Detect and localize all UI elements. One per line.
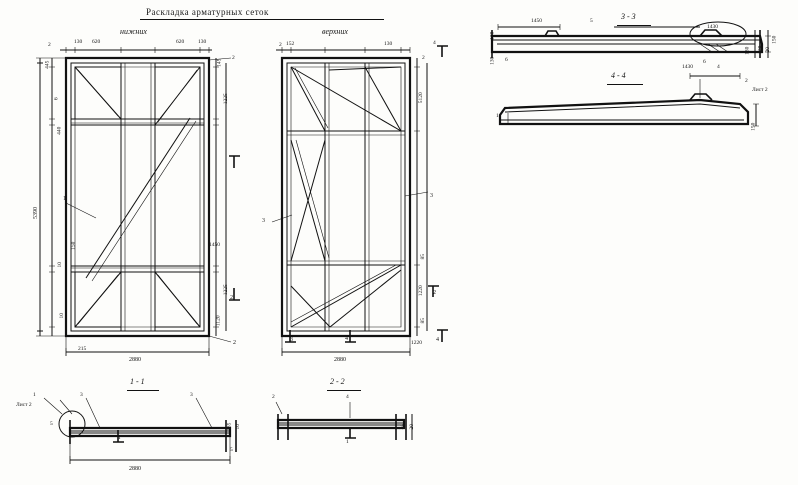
upper-top-dim-1: 152 xyxy=(286,41,295,47)
sec33-left-90b: 130 xyxy=(489,56,496,65)
sec44-dim-2: 150 xyxy=(750,122,757,131)
sec33-dim-2: 1430 xyxy=(707,24,718,30)
drawing-title: Раскладка арматурных сеток xyxy=(146,7,269,17)
upper-top-dim-2: 130 xyxy=(384,41,393,47)
upper-mark-3-right: 3 xyxy=(430,193,433,199)
section-1-1-label: 1 - 1 xyxy=(130,377,145,386)
upper-right-dim-1: 5120 xyxy=(417,92,424,104)
lower-corner-note: 215 xyxy=(78,346,87,352)
sec11-mark-3a: 3 xyxy=(80,392,83,398)
lower-top-dim-1: 130 xyxy=(74,39,83,45)
sec33-mark-6: 6 xyxy=(505,57,508,63)
section-3-3-label: 3 - 3 xyxy=(621,12,636,21)
section-4-4-label: 4 - 4 xyxy=(611,71,626,80)
sec33-dim-0: 1450 xyxy=(531,18,542,24)
sec33-dim-5: 130 xyxy=(744,46,751,55)
upper-mark-4-bottom: 4 xyxy=(345,336,348,342)
sec33-dim-4: 120 xyxy=(757,45,764,54)
lower-left-dim-5: 10 xyxy=(59,313,65,319)
sec11-dim-1: 10 xyxy=(235,424,241,430)
upper-right-dim-4: 85 xyxy=(420,318,426,324)
sec22-dim-0: 24 xyxy=(399,424,405,430)
sec11-mark-5a: 5 xyxy=(50,421,53,427)
upper-width-dim: 2880 xyxy=(334,357,346,363)
lower-height-dim: 5390 xyxy=(33,207,39,219)
lower-right-dim-2: 1225 xyxy=(222,93,229,105)
sec33-left-90: 130 xyxy=(489,31,496,40)
lower-left-dim-1: 6 xyxy=(53,97,60,101)
section-2-2-label: 2 - 2 xyxy=(330,377,345,386)
sec33-dim-3: 150 xyxy=(771,35,778,44)
sec44-mark-1: 1 xyxy=(496,113,499,119)
sec22-mark-1: 1 xyxy=(346,439,349,445)
section-1-1-underline xyxy=(127,390,159,391)
sec11-note: Лист 2 xyxy=(16,402,32,408)
sec44-dim-0: 1430 xyxy=(682,64,693,70)
lower-right-dim-3: 1450 xyxy=(209,242,220,248)
lower-top-dim-3: 620 xyxy=(176,39,185,45)
upper-section-2-marker: 2 xyxy=(433,290,436,296)
lower-right-dim-0: 145 xyxy=(216,58,223,67)
section-4-4-underline xyxy=(607,84,643,85)
sec22-mark-4: 4 xyxy=(346,394,349,400)
lower-mark-2-top: 2 xyxy=(232,55,235,61)
upper-top-dim-0: 2 xyxy=(279,42,282,48)
upper-right-dim-2: 85 xyxy=(420,254,426,260)
lower-left-dim-2: 440 xyxy=(56,126,63,135)
upper-mesh-caption: верхних xyxy=(322,27,348,36)
sec11-mark-1: 1 xyxy=(33,392,36,398)
upper-mark-4-top: 4 xyxy=(433,40,436,46)
lower-left-dim-4: 10 xyxy=(57,262,63,268)
sec11-mark-1b: 1 xyxy=(118,435,121,441)
upper-mark-3-bottom: 3 xyxy=(290,337,293,343)
upper-bottom-note: 1220 xyxy=(411,340,422,346)
lower-left-dim-3: 150 xyxy=(70,241,77,250)
lower-mark-2-bottom: 2 xyxy=(233,340,236,346)
sec33-mark-5: 5 xyxy=(590,18,593,24)
upper-right-dim-3: 1220 xyxy=(417,285,424,297)
title-underline xyxy=(140,19,384,20)
sec22-mark-2: 2 xyxy=(272,394,275,400)
lower-width-dim: 2880 xyxy=(129,357,141,363)
sec33-dim-6: 20 xyxy=(765,47,771,53)
sec11-width-dim: 2880 xyxy=(129,466,141,472)
sec33-mark-2: 2 xyxy=(745,78,748,84)
lower-left-dim-0: 445 xyxy=(44,60,51,69)
sec11-mark-5b: 5 xyxy=(230,447,233,453)
section-2-marker: 2 xyxy=(230,295,233,301)
upper-mark-4-right-bottom: 4 xyxy=(436,337,439,343)
sec11-dim-0: 135 xyxy=(226,422,233,431)
lower-top-dim-2: 620 xyxy=(92,39,101,45)
sec22-dim-1: 20 xyxy=(409,424,415,430)
sec11-mark-3b: 3 xyxy=(190,392,193,398)
lower-mark-1: 1 xyxy=(63,196,66,202)
section-2-2-underline xyxy=(327,390,361,391)
sec44-mark-4: 4 xyxy=(717,64,720,70)
lower-mesh-caption: нижних xyxy=(120,27,147,36)
lower-top-dim-4: 130 xyxy=(198,39,207,45)
sec33-mark-6b: 6 xyxy=(703,59,706,65)
lower-right-dim-4: 1225 xyxy=(222,284,229,296)
section-3-3-underline xyxy=(617,25,651,26)
upper-right-dim-0: 2 xyxy=(422,55,425,61)
lower-top-dim-0: 2 xyxy=(48,42,51,48)
upper-mark-3-left: 3 xyxy=(262,218,265,224)
lower-right-dim-5: 1120 xyxy=(215,315,222,327)
sec33-note: Лист 2 xyxy=(752,87,768,93)
